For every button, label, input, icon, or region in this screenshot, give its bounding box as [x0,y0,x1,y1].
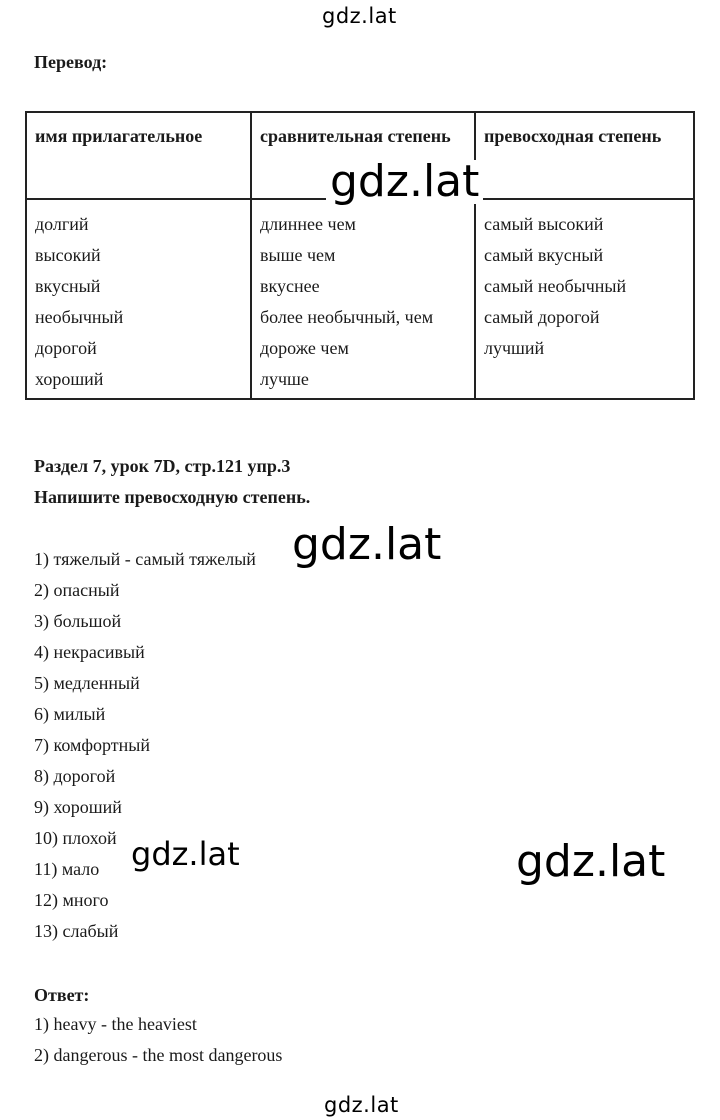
header-comparative: сравнительная степень [251,112,475,199]
cell: самый высокий [484,214,604,234]
column-adjective [26,199,251,399]
list-item: 2) опасный [34,580,120,600]
watermark-left-small: gdz.lat [127,838,244,870]
watermark-top: gdz.lat [322,4,397,28]
list-item: 5) медленный [34,673,140,693]
column-comparative [251,199,475,399]
list-item: 3) большой [34,611,122,631]
list-item: 8) дорогой [34,766,116,786]
answer-item: 2) dangerous - the most dangerous [34,1045,283,1065]
answer-item: 1) heavy - the heaviest [34,1014,197,1034]
answer-heading: Ответ: [34,985,90,1005]
list-item: 4) некрасивый [34,642,145,662]
list-item: 13) слабый [34,921,119,941]
cell: самый вкусный [484,245,604,265]
cell: вкусный [35,276,101,296]
list-item: 7) комфортный [34,735,151,755]
cell: более необычный, чем [260,307,434,327]
list-item: 6) милый [34,704,106,724]
column-superlative [475,199,694,399]
cell: дорогой [35,338,97,358]
cell: лучше [260,369,309,389]
cell: вкуснее [260,276,320,296]
watermark-right-big: gdz.lat [512,840,669,884]
cell: долгий [35,214,89,234]
header-adjective: имя прилагательное [26,112,251,199]
watermark-list: gdz.lat [288,523,445,567]
degrees-table [25,111,695,400]
list-item: 1) тяжелый - самый тяжелый [34,549,256,569]
cell: выше чем [260,245,336,265]
list-item: 11) мало [34,859,100,879]
cell: высокий [35,245,101,265]
cell: длиннее чем [260,214,356,234]
watermark-table: gdz.lat [326,160,483,204]
watermark-bottom: gdz.lat [324,1093,399,1117]
cell: самый необычный [484,276,627,296]
table-body-row [26,199,694,399]
task-text: Напишите превосходную степень. [34,487,311,507]
cell: необычный [35,307,124,327]
section-title: Раздел 7, урок 7D, стр.121 упр.3 [34,456,291,476]
cell: самый дорогой [484,307,600,327]
cell: лучший [484,338,545,358]
cell: дороже чем [260,338,349,358]
cell: хороший [35,369,104,389]
header-superlative: превосходная степень [475,112,694,199]
list-item: 9) хороший [34,797,122,817]
translation-heading: Перевод: [34,52,108,72]
list-item: 10) плохой [34,828,117,848]
list-item: 12) много [34,890,109,910]
